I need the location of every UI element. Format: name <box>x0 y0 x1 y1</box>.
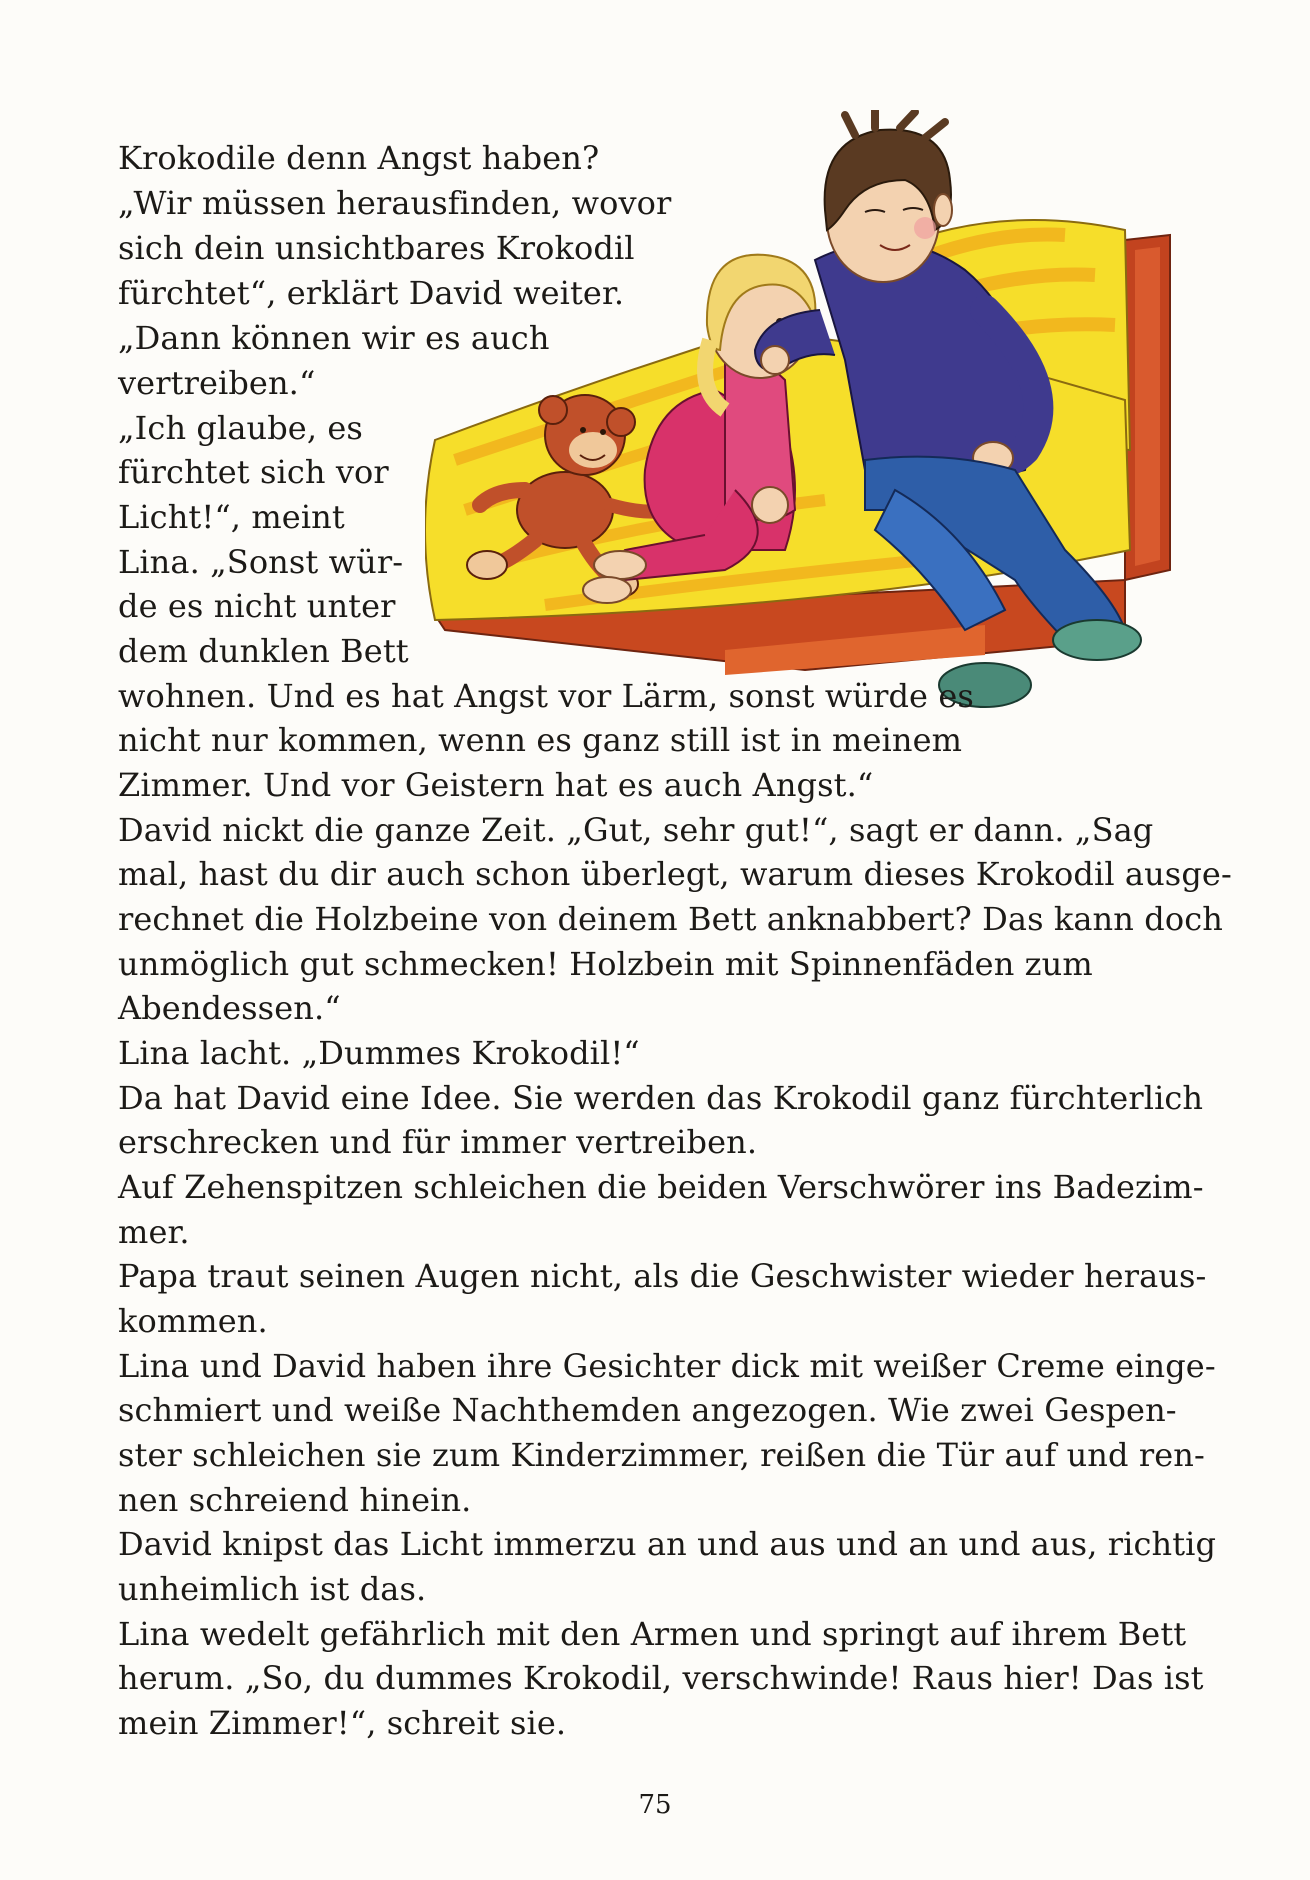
text-line-24: Auf Zehenspitzen schleichen die beiden Verschwörer ins Badezim- <box>118 1168 1204 1206</box>
text-line-14: nicht nur kommen, wenn es ganz still ist in meinem <box>118 721 963 759</box>
text-line-23: erschrecken und für immer vertreiben. <box>118 1123 758 1161</box>
text-line-28: Lina und David haben ihre Gesichter dick mit weißer Creme einge- <box>118 1347 1216 1385</box>
text-line-20: Abendessen.“ <box>118 989 341 1027</box>
text-line-21: Lina lacht. „Dummes Krokodil!“ <box>118 1034 640 1072</box>
text-line-4: fürchtet“, erklärt David weiter. <box>118 274 625 312</box>
text-line-25: mer. <box>118 1213 190 1251</box>
text-line-35: herum. „So, du dummes Krokodil, verschwinde! Raus hier! Das ist <box>118 1659 1204 1697</box>
text-line-33: unheimlich ist das. <box>118 1570 427 1608</box>
text-line-22: Da hat David eine Idee. Sie werden das Krokodil ganz fürchterlich <box>118 1079 1204 1117</box>
text-line-11: de es nicht unter <box>118 587 396 625</box>
text-line-5: „Dann können wir es auch <box>118 319 550 357</box>
text-line-2: „Wir müssen herausfinden, wovor <box>118 184 672 222</box>
text-line-9: Licht!“, meint <box>118 498 345 536</box>
text-line-26: Papa traut seinen Augen nicht, als die Geschwister wieder heraus- <box>118 1257 1207 1295</box>
text-line-7: „Ich glaube, es <box>118 409 363 447</box>
text-line-30: ster schleichen sie zum Kinderzimmer, reißen die Tür auf und ren- <box>118 1436 1205 1474</box>
text-line-18: rechnet die Holzbeine von deinem Bett anknabbert? Das kann doch <box>118 900 1223 938</box>
text-line-34: Lina wedelt gefährlich mit den Armen und springt auf ihrem Bett <box>118 1615 1187 1653</box>
text-line-1: Krokodile denn Angst haben? <box>118 139 600 177</box>
text-line-13: wohnen. Und es hat Angst vor Lärm, sonst würde es <box>118 677 974 715</box>
text-line-36: mein Zimmer!“, schreit sie. <box>118 1704 567 1742</box>
text-line-12: dem dunklen Bett <box>118 632 409 670</box>
text-line-16: David nickt die ganze Zeit. „Gut, sehr gut!“, sagt er dann. „Sag <box>118 811 1154 849</box>
text-line-10: Lina. „Sonst wür- <box>118 543 404 581</box>
text-line-27: kommen. <box>118 1302 268 1340</box>
text-line-19: unmöglich gut schmecken! Holzbein mit Spinnenfäden zum <box>118 945 1093 983</box>
text-line-6: vertreiben.“ <box>118 364 316 402</box>
text-line-8: fürchtet sich vor <box>118 453 389 491</box>
text-line-17: mal, hast du dir auch schon überlegt, warum dieses Krokodil ausge- <box>118 855 1232 893</box>
text-line-31: nen schreiend hinein. <box>118 1481 472 1519</box>
text-line-32: David knipst das Licht immerzu an und aus und an und aus, richtig <box>118 1525 1217 1563</box>
text-line-29: schmiert und weiße Nachthemden angezogen. Wie zwei Gespen- <box>118 1391 1177 1429</box>
text-line-3: sich dein unsichtbares Krokodil <box>118 229 635 267</box>
text-line-15: Zimmer. Und vor Geistern hat es auch Angst.“ <box>118 766 874 804</box>
page-number: 75 <box>638 1790 672 1820</box>
